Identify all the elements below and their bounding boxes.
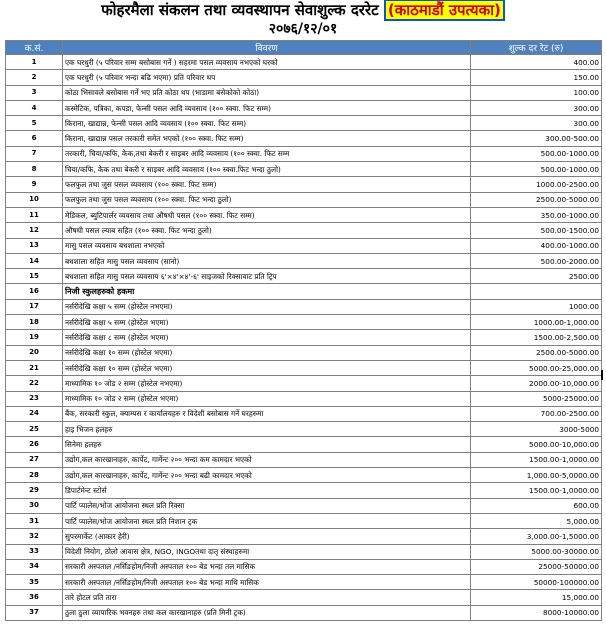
- row-rate: 25000-50000.00: [471, 559, 602, 574]
- row-rate: 1500.00-1,0000.00: [471, 483, 602, 498]
- row-description: मासु पसल व्यवसाय बधशाला नभएको: [63, 238, 471, 253]
- table-row: [6, 468, 602, 483]
- row-rate: 500.00-1000.00: [471, 146, 602, 161]
- row-rate: 100.00: [471, 85, 602, 100]
- row-description: माध्यामिक १० जोड २ सम्म (होस्टेल नभएमा): [63, 376, 471, 391]
- row-serial: 10: [6, 192, 63, 207]
- row-rate: 500.00-2000.00: [471, 253, 602, 268]
- text-cursor: [601, 370, 603, 380]
- row-description: हाइ भिजन हलहरु: [63, 422, 471, 437]
- header-serial: क.सं.: [6, 41, 63, 55]
- row-serial: 18: [6, 315, 63, 330]
- table-row: [6, 544, 602, 559]
- row-description: औषधी पसल ल्याब सहित (१०० स्क्वा. फिट भन्दा ठुलो): [63, 223, 471, 238]
- row-description: किराना, खाद्यान्न, फेन्सी पसल आदि व्यवसाय (१०० स्क्वा. फिट सम्म): [63, 116, 471, 131]
- table-row: [6, 192, 602, 207]
- row-description: एक घरधुरी (५ परिवार सम्म बसोबास गर्ने ) सहरमा पसल व्यवसाय नभएको घरको: [63, 55, 471, 70]
- table-row: [6, 299, 602, 314]
- row-description: बधशाला सहित मासु पसल व्यवसाय (सानो): [63, 253, 471, 268]
- row-rate: 700.00-2500.00: [471, 406, 602, 421]
- row-rate: 2500.00-5000.00: [471, 192, 602, 207]
- document-title: [0, 0, 606, 20]
- table-row: [6, 253, 602, 268]
- row-serial: 3: [6, 85, 63, 100]
- row-description: फलफुल तथा जुस पसल व्यवसाय (१०० स्क्वा. फिट भन्दा ठुलो): [63, 192, 471, 207]
- row-rate: 1500.00-2,500.00: [471, 330, 602, 345]
- row-rate: 300.00: [471, 116, 602, 131]
- row-rate: 15,000.00: [471, 590, 602, 605]
- document-date: २०७६/१२/०१: [268, 21, 338, 37]
- row-serial: 24: [6, 406, 63, 421]
- table-row: [6, 559, 602, 574]
- row-description: नर्सरीदेखि कक्षा ५ सम्म (होस्टेल भएमा): [63, 315, 471, 330]
- row-description: कस्मेटिक, पत्रिका, कपडा, फेन्सी पसल आदि व्यवसाय (१०० स्क्वा. फिट सम्म): [63, 100, 471, 115]
- row-rate: 1500.00-1,0000.00: [471, 452, 602, 467]
- row-description: ठुला ठुला व्यापारिक भवनहरु तथा कल कारखानाहरु (प्रति मिनी ट्रक): [63, 605, 471, 620]
- row-serial: 32: [6, 529, 63, 544]
- row-serial: 31: [6, 513, 63, 528]
- table-row: [6, 162, 602, 177]
- row-rate: 5000.00-30000.00: [471, 544, 602, 559]
- row-description: एक घरधुरी (५ परिवार भन्दा बढि भएमा) प्रति परिवार थप: [63, 70, 471, 85]
- row-serial: 12: [6, 223, 63, 238]
- table-row: [6, 55, 602, 70]
- table-row: [6, 146, 602, 161]
- row-description: नर्सरीदेखि कक्षा १० सम्म (होस्टेल भएमा): [63, 345, 471, 360]
- row-rate: 500.00-1500.00: [471, 223, 602, 238]
- table-row: [6, 315, 602, 330]
- table-row: [6, 238, 602, 253]
- row-description: चिया/कफि, केक तथा बेकरी र साइबर आदि व्यवसाय (१०० स्क्वा.फिट भन्दा ठुलो): [63, 162, 471, 177]
- table-row: [6, 422, 602, 437]
- row-serial: 7: [6, 146, 63, 161]
- row-description: मेडिकल, ब्युटिपार्लर व्यवसाय तथा औषधी पसल (१०० स्क्वा. फिट सम्म): [63, 207, 471, 222]
- row-description: उद्योग,कल कारखानाहरु, कार्पेट, गार्मेन्ट २०० भन्दा बढी कामदार भएको: [63, 468, 471, 483]
- row-serial: 33: [6, 544, 63, 559]
- row-rate: 3000-5000: [471, 422, 602, 437]
- row-description: माध्यामिक १० जोड २ सम्म (होस्टेल भएमा): [63, 391, 471, 406]
- table-row: [6, 483, 602, 498]
- row-rate: 2500.00-5000.00: [471, 345, 602, 360]
- row-rate: 5000-25000.00: [471, 391, 602, 406]
- row-serial: 22: [6, 376, 63, 391]
- row-description: बैंक, सरकारी स्कुल, क्याम्पस र कार्यालयहरु र विदेशी बसोबास गर्ने घरहरुमा: [63, 406, 471, 421]
- table-row: [6, 177, 602, 192]
- row-rate: 2000.00-10,000.00: [471, 376, 602, 391]
- row-serial: 23: [6, 391, 63, 406]
- table-row: [6, 345, 602, 360]
- row-description: फलफुल तथा जुस पसल व्यवसाय (१०० स्क्वा. फिट सम्म): [63, 177, 471, 192]
- header-description: विवरण: [63, 41, 471, 55]
- table-row: [6, 590, 602, 605]
- row-description: डिपार्टमेन्ट स्टोर्स: [63, 483, 471, 498]
- row-serial: 30: [6, 498, 63, 513]
- table-row: [6, 452, 602, 467]
- title-text: फोहरमैला संकलन तथा व्यवस्थापन सेवाशुल्क दररेट: [101, 1, 384, 19]
- row-description: विदेशी नियोग, ठोलो आवास क्षेत्र, NGO, INGOतथा दातृ संस्थाहरुमा: [63, 544, 471, 559]
- row-rate: [471, 284, 602, 299]
- row-serial: 4: [6, 100, 63, 115]
- row-description: सरकारी अस्पताल /नर्सिङहोम/निजी अस्पताल १०० बेड भन्दा तल मासिक: [63, 559, 471, 574]
- row-description: कोठा भिसावले बसोबास गर्ने भए प्रति कोठा थप (भाडामा बसेकोको कोठा): [63, 85, 471, 100]
- table-row: [6, 498, 602, 513]
- row-rate: 500.00-1000.00: [471, 162, 602, 177]
- row-serial: 15: [6, 269, 63, 284]
- row-serial: 35: [6, 575, 63, 590]
- row-description: पार्टि प्यालेस/भोज आयोजना स्थल प्रति रिक्सा: [63, 498, 471, 513]
- row-description: उद्योग,कल कारखानाहरु, कार्पेट, गार्मेन्ट २०० भन्दा कम कामदार भएको: [63, 452, 471, 467]
- row-rate: 1,000.00-5,0000.00: [471, 468, 602, 483]
- rate-table: [5, 40, 602, 621]
- row-rate: 3,000.00-1,5000.00: [471, 529, 602, 544]
- table-row: [6, 269, 602, 284]
- row-serial: 6: [6, 131, 63, 146]
- row-serial: 28: [6, 468, 63, 483]
- row-rate: 1000.00: [471, 299, 602, 314]
- row-description: तारे होटल प्रति तारा: [63, 590, 471, 605]
- row-serial: 11: [6, 207, 63, 222]
- table-row: [6, 391, 602, 406]
- table-row: [6, 131, 602, 146]
- table-row: [6, 605, 602, 620]
- row-serial: 16: [6, 284, 63, 299]
- row-rate: 600.00: [471, 498, 602, 513]
- row-serial: 20: [6, 345, 63, 360]
- table-row: [6, 284, 602, 299]
- row-serial: 2: [6, 70, 63, 85]
- row-serial: 37: [6, 605, 63, 620]
- row-serial: 27: [6, 452, 63, 467]
- row-rate: 400.00-1000.00: [471, 238, 602, 253]
- row-rate: 1000.00-1,000.00: [471, 315, 602, 330]
- row-serial: 25: [6, 422, 63, 437]
- table-row: [6, 207, 602, 222]
- row-description: नर्सरीदेखि कक्षा ८ सम्म (होस्टेल भएमा): [63, 330, 471, 345]
- row-rate: 50000-100000.00: [471, 575, 602, 590]
- row-description: सरकारी अस्पताल /नर्सिङहोम/निजी अस्पताल १०० बेड भन्दा माथि मासिक: [63, 575, 471, 590]
- row-rate: 300.00: [471, 100, 602, 115]
- row-description: बधशाला सहित मासु पसल व्यवसाय ६'×४'×४'-६' साइजको रिक्सावाट प्रति ट्रिप: [63, 269, 471, 284]
- row-serial: 34: [6, 559, 63, 574]
- row-rate: 300.00-500.00: [471, 131, 602, 146]
- header-rate: शुल्क दर रेट (रु): [471, 41, 602, 55]
- table-row: [6, 70, 602, 85]
- row-description: पार्टि प्यालेस/भोज आयोजना स्थल प्रति निशान ट्रक: [63, 513, 471, 528]
- row-rate: 150.00: [471, 70, 602, 85]
- row-rate: 5000.00-10,000.00: [471, 437, 602, 452]
- row-description: सुपरमार्केट (आकार हेरी): [63, 529, 471, 544]
- table-row: [6, 360, 602, 375]
- row-serial: 1: [6, 55, 63, 70]
- row-rate: 400.00: [471, 55, 602, 70]
- table-row: [6, 437, 602, 452]
- table-row: [6, 376, 602, 391]
- row-serial: 26: [6, 437, 63, 452]
- row-rate: 8000-10000.00: [471, 605, 602, 620]
- row-serial: 19: [6, 330, 63, 345]
- row-description: तरकारी, चिया/कफि, केक,तथा बेकरी र साइबर आदि व्यवसाय (१०० स्क्वा. फिट सम्म: [63, 146, 471, 161]
- row-description: निजी स्कुलहरुको हकमा: [63, 284, 471, 299]
- table-row: [6, 529, 602, 544]
- row-serial: 14: [6, 253, 63, 268]
- table-row: [6, 223, 602, 238]
- table-row: [6, 406, 602, 421]
- table-row: [6, 116, 602, 131]
- row-serial: 13: [6, 238, 63, 253]
- row-description: सिनेमा हलहरु: [63, 437, 471, 452]
- row-serial: 36: [6, 590, 63, 605]
- row-serial: 21: [6, 360, 63, 375]
- title-highlight: (काठमाडौं उपत्यका): [384, 0, 505, 21]
- row-rate: 5,000.00: [471, 513, 602, 528]
- row-serial: 17: [6, 299, 63, 314]
- table-header-row: [6, 41, 602, 55]
- table-row: [6, 85, 602, 100]
- row-rate: 1000.00-2500.00: [471, 177, 602, 192]
- table-row: [6, 100, 602, 115]
- table-row: [6, 330, 602, 345]
- table-body: [6, 55, 602, 621]
- row-description: नर्सरीदेखि कक्षा १० सम्म (होस्टेल भएमा): [63, 360, 471, 375]
- row-rate: 2500.00: [471, 269, 602, 284]
- table-row: [6, 513, 602, 528]
- row-rate: 350.00-1000.00: [471, 207, 602, 222]
- table-row: [6, 575, 602, 590]
- row-serial: 9: [6, 177, 63, 192]
- row-serial: 5: [6, 116, 63, 131]
- row-serial: 29: [6, 483, 63, 498]
- row-description: किराना, खाद्यान्न पसल तरकारी समेत भएको (१०० स्क्वा. फिट सम्म): [63, 131, 471, 146]
- row-rate: 5000.00-25,000.00: [471, 360, 602, 375]
- row-serial: 8: [6, 162, 63, 177]
- row-description: नर्सरीदेखि कक्षा ५ सम्म (होस्टेल नभएमा): [63, 299, 471, 314]
